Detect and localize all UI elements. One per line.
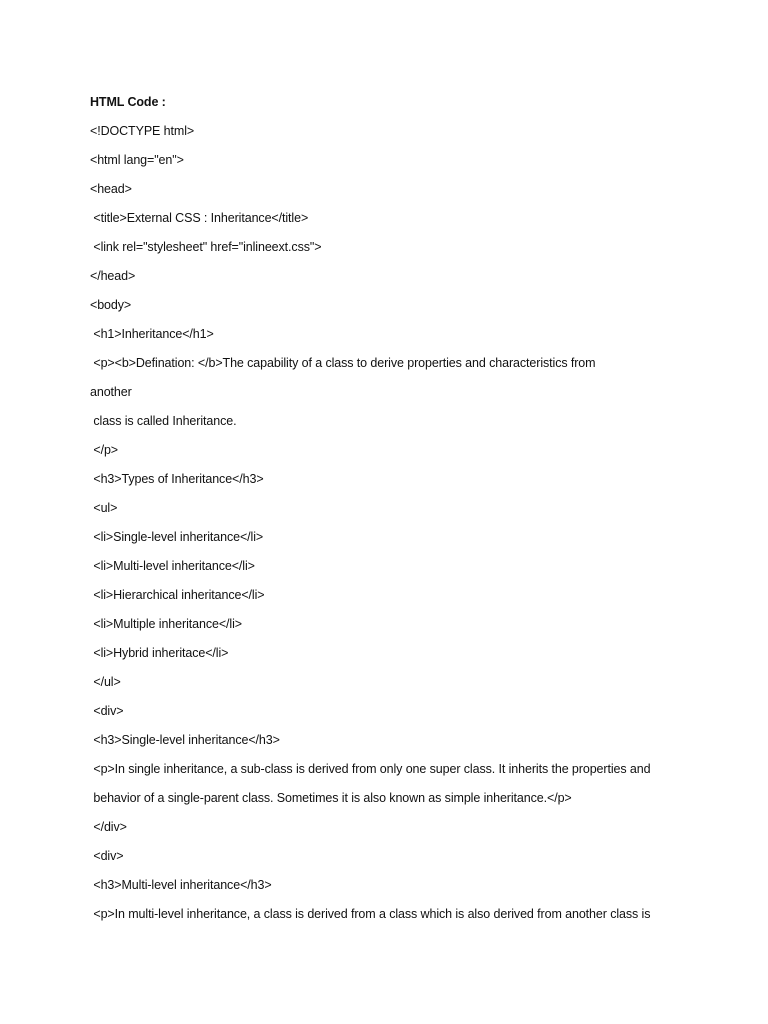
code-line: <h3>Multi-level inheritance</h3>	[90, 878, 272, 892]
code-line: <html lang="en">	[90, 153, 184, 167]
code-line: <li>Multi-level inheritance</li>	[90, 559, 255, 573]
code-line: behavior of a single-parent class. Sometimes it is also known as simple inheritance.</p>	[90, 791, 572, 805]
code-line: <ul>	[90, 501, 118, 515]
code-line: <p>In multi-level inheritance, a class is derived from a class which is also derived from another class is	[90, 907, 651, 921]
code-line: <div>	[90, 704, 124, 718]
code-line: <link rel="stylesheet" href="inlineext.css">	[90, 240, 322, 254]
document-heading: HTML Code :	[90, 95, 166, 109]
code-line: class is called Inheritance.	[90, 414, 237, 428]
code-line: <head>	[90, 182, 132, 196]
code-line: <li>Multiple inheritance</li>	[90, 617, 242, 631]
code-line: <p><b>Defination: </b>The capability of a class to derive properties and characteristics from	[90, 356, 596, 370]
code-line: </ul>	[90, 675, 121, 689]
document-body	[90, 90, 690, 931]
code-line: <li>Hierarchical inheritance</li>	[90, 588, 265, 602]
code-line: <title>External CSS : Inheritance</title>	[90, 211, 309, 225]
code-line: <body>	[90, 298, 132, 312]
code-line: <h1>Inheritance</h1>	[90, 327, 214, 341]
code-line: </head>	[90, 269, 136, 283]
code-line: <li>Single-level inheritance</li>	[90, 530, 264, 544]
code-line: <h3>Single-level inheritance</h3>	[90, 733, 280, 747]
code-line: <!DOCTYPE html>	[90, 124, 195, 138]
code-line: <div>	[90, 849, 124, 863]
code-line: <li>Hybrid inheritace</li>	[90, 646, 229, 660]
code-line: </p>	[90, 443, 118, 457]
code-line: <p>In single inheritance, a sub-class is derived from only one super class. It inherits the properties and	[90, 762, 651, 776]
code-line: another	[90, 385, 132, 399]
code-line: </div>	[90, 820, 127, 834]
code-line: <h3>Types of Inheritance</h3>	[90, 472, 264, 486]
